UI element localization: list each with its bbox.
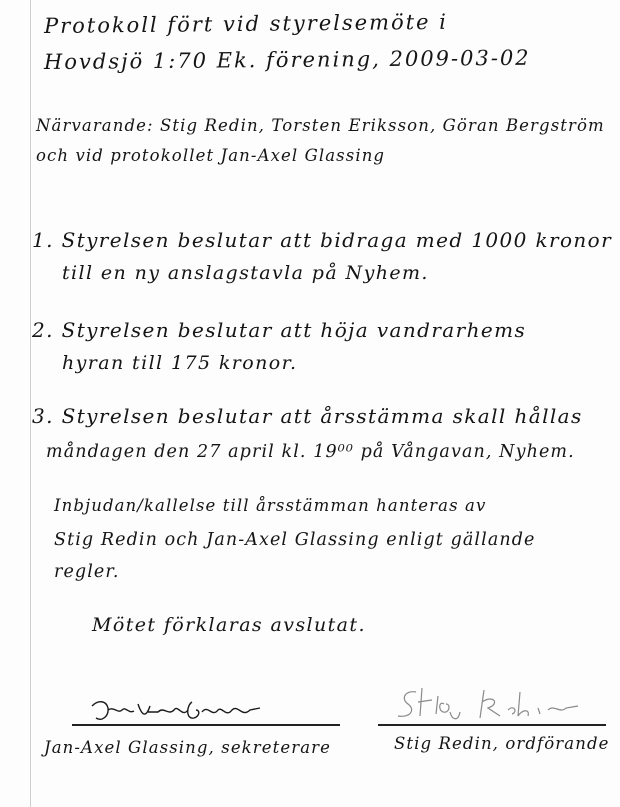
title-line-1: Protokoll fört vid styrelsemöte i	[43, 9, 449, 38]
invitation-line-1: Inbjudan/kallelse till årsstämman hanteras av	[54, 496, 487, 515]
invitation-line-2: Stig Redin och Jan-Axel Glassing enligt gällande	[54, 530, 536, 550]
closing-statement: Mötet förklaras avslutat.	[92, 614, 366, 636]
chairman-signature-line	[378, 724, 606, 726]
decision-2-line-1: 2. Styrelsen beslutar att höja vandrarhems	[32, 318, 527, 342]
title-line-2: Hovdsjö 1:70 Ek. förening, 2009-03-02	[43, 45, 531, 74]
decision-2-line-2: hyran till 175 kronor.	[62, 352, 298, 374]
chairman-caption: Stig Redin, ordförande	[394, 734, 610, 753]
decision-1-line-1: 1. Styrelsen beslutar att bidraga med 1000 kronor	[32, 228, 613, 252]
secretary-caption: Jan-Axel Glassing, sekreterare	[44, 738, 332, 757]
chairman-signature	[388, 682, 588, 724]
attendees-line-2: och vid protokollet Jan-Axel Glassing	[36, 146, 386, 165]
attendees-line-1: Närvarande: Stig Redin, Torsten Eriksson, Göran Bergström	[36, 116, 605, 135]
secretary-signature-line	[72, 724, 340, 726]
decision-3-line-1: 3. Styrelsen beslutar att årsstämma skall hållas	[32, 404, 583, 428]
invitation-line-3: regler.	[54, 562, 120, 582]
decision-3-line-2: måndagen den 27 april kl. 19⁰⁰ på Vångavan, Nyhem.	[46, 442, 575, 462]
decision-1-line-2: till en ny anslagstavla på Nyhem.	[62, 262, 429, 284]
page-margin-line	[30, 0, 31, 807]
